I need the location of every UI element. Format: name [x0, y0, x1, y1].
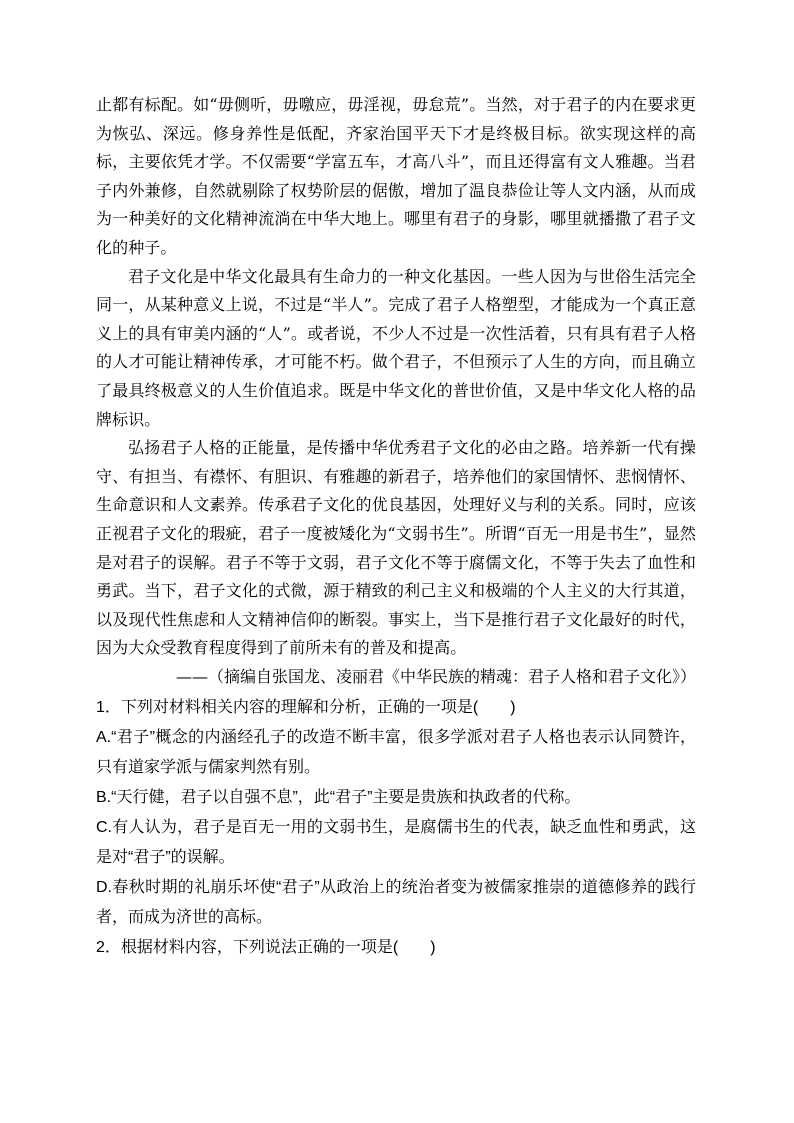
question-1-option-a: A.“君子”概念的内涵经孔子的改造不断丰富，很多学派对君子人格也表示认同赞许，只有道家学派与儒家判然有别。 [96, 729, 696, 777]
passage-paragraph-3: 弘扬君子人格的正能量，是传播中华优秀君子文化的必由之路。培养新一代有操守、有担当、有襟怀、有胆识、有雅趣的新君子，培养他们的家国情怀、悲悯情怀、生命意识和人文素养。传承君子文化的优良基因，处理好义与利的关系。同时，应该正视君子文化的瑕疵，君子一度被矮化为“文弱书生”。所谓“百无一用是书生”，显然是对君子的误解。君子不等于文弱，君子文化不等于腐儒文化，不等于失去了血性和勇武。当下，君子文化的式微，源于精致的利己主义和极端的个人主义的大行其道，以及现代性焦虑和人文精神信仰的断裂。事实上，当下是推行君子文化最好的时代，因为大众受教育程度得到了前所未有的普及和提高。 [96, 438, 696, 658]
question-2-stem: 2．根据材料内容，下列说法正确的一项是( ) [96, 939, 436, 957]
passage-source-citation: ——（摘编自张国龙、凌丽君《中华民族的精魂：君子人格和君子文化》） [175, 666, 696, 686]
passage-paragraph-2: 君子文化是中华文化最具有生命力的一种文化基因。一些人因为与世俗生活完全同一，从某种意义上说，不过是“半人”。完成了君子人格塑型，才能成为一个真正意义上的具有审美内涵的“人”。或者说，不少人不过是一次性活着，只有具有君子人格的人才可能让精神传承，才可能不朽。做个君子，不但预示了人生的方向，而且确立了最具终极意义的人生价值追求。既是中华文化的普世价值，又是中华文化人格的品牌标识。 [96, 266, 696, 429]
question-1-option-c: C.有人认为，君子是百无一用的文弱书生，是腐儒书生的代表，缺乏血性和勇武，这是对“君子”的误解。 [96, 819, 696, 867]
question-1-option-d: D.春秋时期的礼崩乐坏使“君子”从政治上的统治者变为被儒家推崇的道德修养的践行者，而成为济世的高标。 [96, 879, 696, 927]
question-1-option-b: B.“天行健，君子以自强不息”，此“君子”主要是贵族和执政者的代称。 [96, 789, 581, 807]
document-page [96, 91, 696, 963]
question-1-stem: 1．下列对材料相关内容的理解和分析，正确的一项是( ) [96, 699, 516, 717]
reading-passage [96, 91, 696, 663]
passage-paragraph-1: 止都有标配。如“毋侧听，毋噭应，毋淫视，毋怠荒”。当然，对于君子的内在要求更为恢弘、深远。修身养性是低配，齐家治国平天下才是终极目标。欲实现这样的高标，主要依凭才学。不仅需要“学富五车，才高八斗”，而且还得富有文人雅趣。当君子内外兼修，自然就剔除了权势阶层的倨傲，增加了温良恭俭让等人文内涵，从而成为一种美好的文化精神流淌在中华大地上。哪里有君子的身影，哪里就播撒了君子文化的种子。 [96, 95, 696, 257]
question-list [96, 693, 696, 963]
